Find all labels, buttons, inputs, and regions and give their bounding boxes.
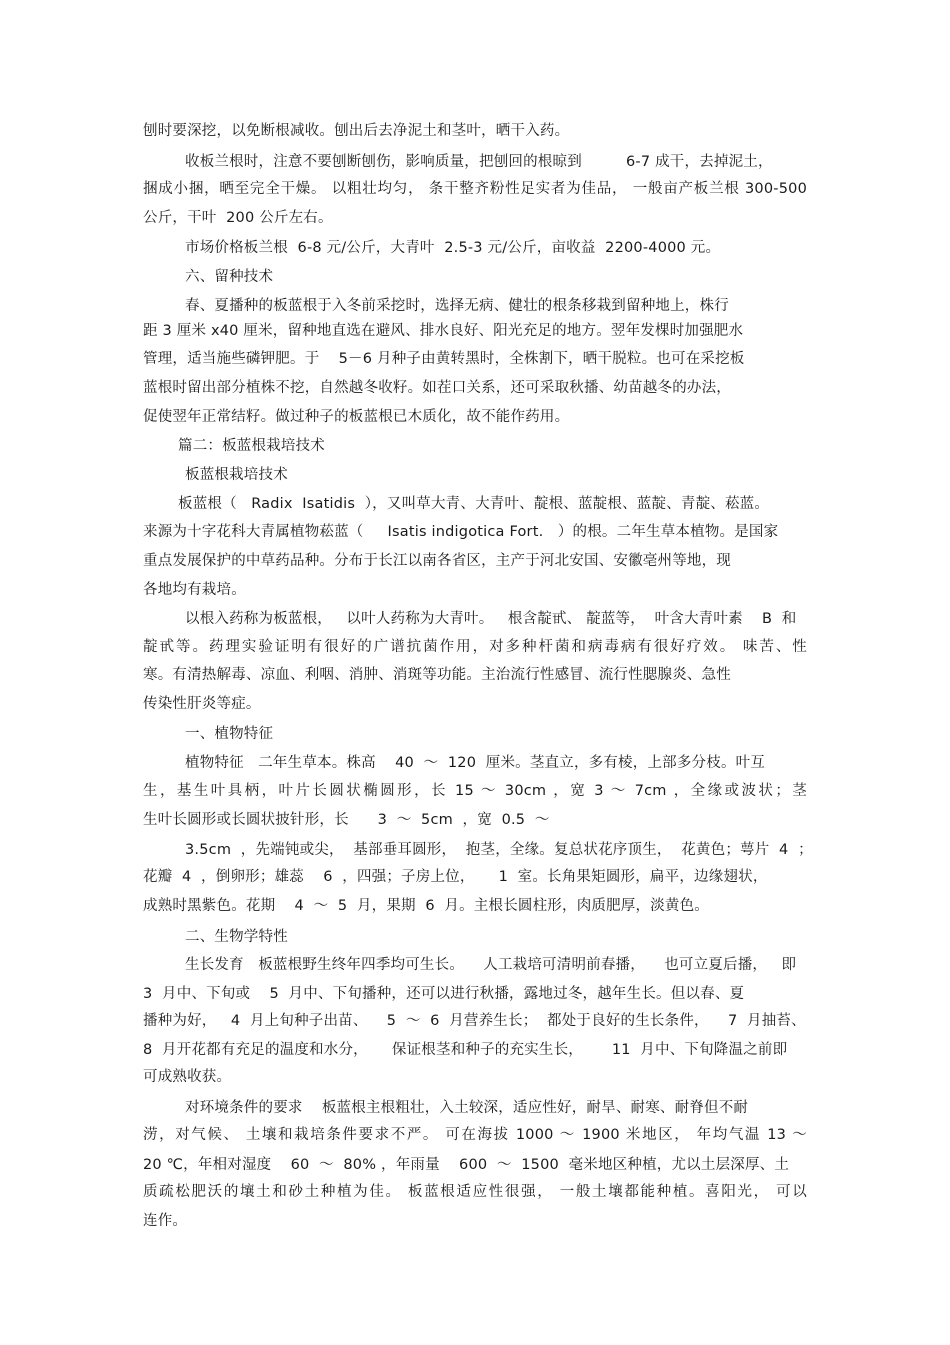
text-line: 以根入药称为板蓝根， 以叶人药称为大青叶。 根含靛甙、 靛蓝等， 叶含大青叶素 B 和 [185, 611, 797, 627]
text-line: 涝，对气候、 土壤和栽培条件要求不严。 可在海拔 1000 ～ 1900 米地区， 年均气温 13 ～ [143, 1127, 807, 1143]
text-line: 播种为好， 4 月上旬种子出苗、 5 ～ 6 月营养生长； 都处于良好的生长条件， 7 月抽苔、 [143, 1013, 806, 1029]
text-line: 靛甙等。药理实验证明有很好的广谱抗菌作用，对多种杆菌和病毒病有很好疗效。 味苦、性 [143, 639, 807, 655]
text-line: 生长发育 板蓝根野生终年四季均可生长。 人工栽培可清明前春播， 也可立夏后播， 即 [185, 957, 797, 973]
text-line: 来源为十字花科大青属植物菘蓝（ Isatis indigotica Fort. ）的根。二年生草本植物。是国家 [143, 524, 779, 540]
section-heading: 篇二：板蓝根栽培技术 [178, 438, 325, 454]
text-line: 捆成小捆，晒至完全干燥。 以粗壮均匀， 条干整齐粉性足实者为佳品， 一般亩产板兰根 300-500 [143, 181, 807, 197]
text-line: 管理，适当施些磷钾肥。于 5－6 月种子由黄转黑时，全株割下，晒干脱粒。也可在采挖板 [143, 351, 745, 367]
text-line: 寒。有清热解毒、凉血、利咽、消肿、消斑等功能。主治流行性感冒、流行性腮腺炎、急性 [143, 667, 731, 683]
text-line: 可成熟收获。 [143, 1069, 232, 1085]
text-line: 3 月中、下旬或 5 月中、下旬播种，还可以进行秋播，露地过冬，越年生长。但以春、夏 [143, 986, 745, 1002]
text-line: 生叶长圆形或长圆状披针形，长 3 ～ 5cm ，宽 0.5 ～ [143, 812, 550, 828]
text-line: 重点发展保护的中草药品种。分布于长江以南各省区，主产于河北安国、安徽亳州等地，现 [143, 553, 731, 569]
text-line: 板蓝根（ Radix Isatidis ），又叫草大青、大青叶、靛根、蓝靛根、蓝靛、青靛、菘蓝。 [178, 496, 770, 512]
text-line: 市场价格板兰根 6-8 元/公斤，大青叶 2.5-3 元/公斤，亩收益 2200-4000 元。 [185, 240, 721, 256]
text-line: 对环境条件的要求 板蓝根主根粗壮，入土较深，适应性好，耐旱、耐寒、耐脊但不耐 [185, 1100, 749, 1116]
section-heading: 板蓝根栽培技术 [185, 467, 288, 483]
text-line: 春、夏播种的板蓝根于入冬前采挖时，选择无病、健壮的根条移栽到留种地上，株行 [185, 298, 729, 314]
text-line: 促使翌年正常结籽。做过种子的板蓝根已木质化，故不能作药用。 [143, 409, 570, 425]
text-line: 连作。 [143, 1213, 188, 1229]
text-line: 植物特征 二年生草本。株高 40 ～ 120 厘米。茎直立，多有棱，上部多分枝。叶互 [185, 755, 766, 771]
section-heading: 六、留种技术 [185, 269, 274, 285]
text-line: 收板兰根时，注意不要刨断刨伤，影响质量，把刨回的根晾到 6-7 成干，去掉泥土， [185, 154, 773, 170]
text-line: 生，基生叶具柄，叶片长圆状椭圆形，长 15 ～ 30cm ，宽 3 ～ 7cm ，全缘或波状；茎 [143, 783, 807, 799]
text-line: 公斤，干叶 200 公斤左右。 [143, 210, 333, 226]
text-line: 各地均有栽培。 [143, 582, 246, 598]
section-heading: 二、生物学特性 [185, 929, 288, 945]
text-line: 8 月开花都有充足的温度和水分， 保证根茎和种子的充实生长， 11 月中、下旬降温之前即 [143, 1042, 788, 1058]
text-line: 花瓣 4 ，倒卵形；雄蕊 6 ，四强；子房上位， 1 室。长角果矩圆形，扁平，边缘翅状， [143, 869, 768, 885]
section-heading: 一、植物特征 [185, 726, 274, 742]
text-line: 20 ℃，年相对湿度 60 ～ 80% ，年雨量 600 ～ 1500 毫米地区种植，尤以土层深厚、土 [143, 1157, 790, 1173]
text-line: 距 3 厘米 x40 厘米，留种地直选在避风、排水良好、阳光充足的地方。翌年发棵时加强肥水 [143, 323, 744, 339]
text-line: 成熟时黑紫色。花期 4 ～ 5 月，果期 6 月。主根长圆柱形，肉质肥厚，淡黄色。 [143, 898, 710, 914]
text-line: 传染性肝炎等症。 [143, 696, 261, 712]
text-line: 蓝根时留出部分植株不挖，自然越冬收籽。如茬口关系，还可采取秋播、幼苗越冬的办法， [143, 380, 731, 396]
text-line: 刨时要深挖，以免断根减收。刨出后去净泥土和茎叶，晒干入药。 [143, 123, 570, 139]
text-line: 3.5cm ，先端钝或尖， 基部垂耳圆形， 抱茎，全缘。复总状花序顶生， 花黄色；萼片 4 ； [185, 842, 813, 858]
text-line: 质疏松肥沃的壤土和砂土种植为佳。 板蓝根适应性很强， 一般土壤都能种植。喜阳光， 可以 [143, 1184, 807, 1200]
